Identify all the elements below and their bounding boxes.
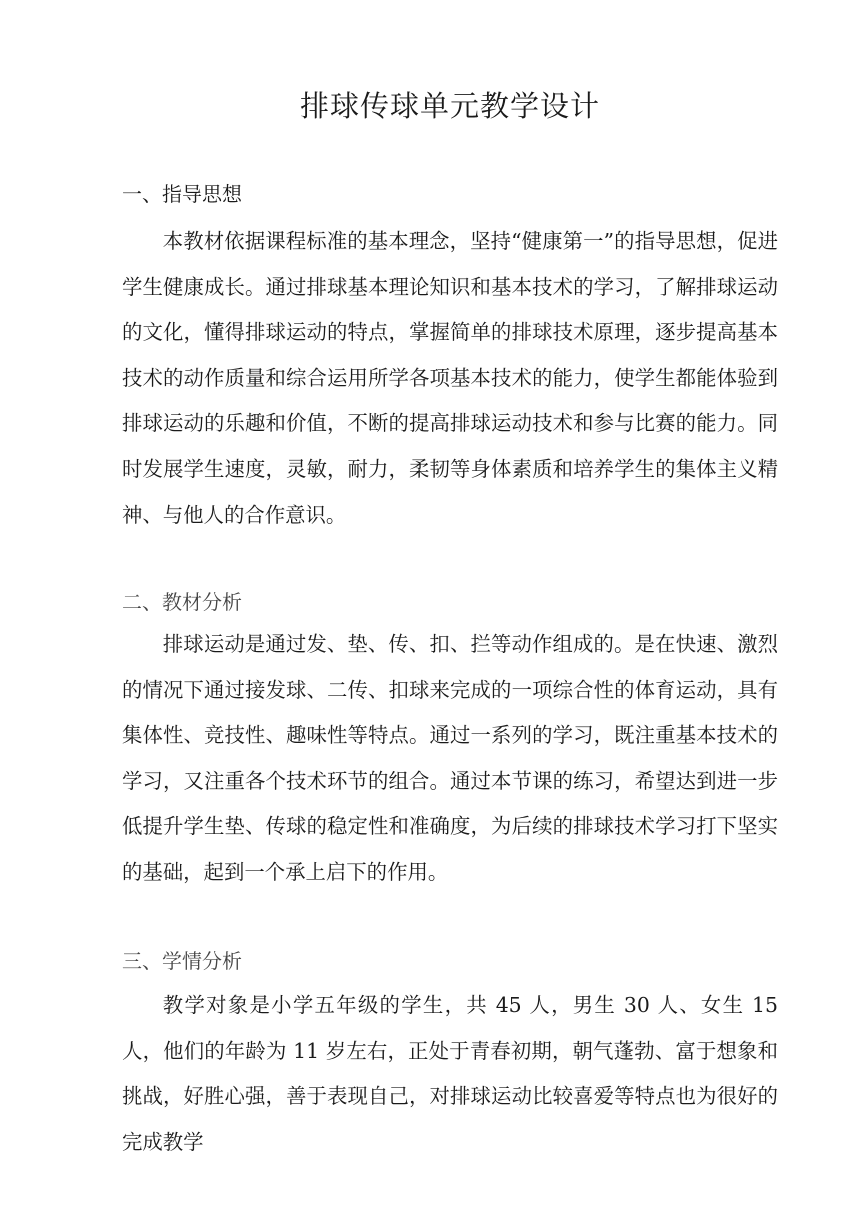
section-body-guiding-ideology: 本教材依据课程标准的基本理念，坚持“健康第一”的指导思想，促进学生健康成长。通过排球基本理论知识和基本技术的学习，了解排球运动的文化，懂得排球运动的特点，掌握简单的排球技术原理，逐步提高基本技术的动作质量和综合运用所学各项基本技术的能力，使学生都能体验到排球运动的乐趣和价值，不断的提高排球运动技术和参与比赛的能力。同时发展学生速度，灵敏，耐力，柔韧等身体素质和培养学生的集体主义精神、与他人的合作意识。 — [122, 229, 778, 527]
section-body-material-analysis: 排球运动是通过发、垫、传、扣、拦等动作组成的。是在快速、激烈的情况下通过接发球、二传、扣球来完成的一项综合性的体育运动，具有集体性、竞技性、趣味性等特点。通过一系列的学习，既注重基本技术的学习，又注重各个技术环节的组合。通过本节课的练习，希望达到进一步低提升学生垫、传球的稳定性和准确度，为后续的排球技术学习打下坚实的基础，起到一个承上启下的作用。 — [122, 632, 778, 884]
section-body-learner-analysis: 教学对象是小学五年级的学生，共 45 人，男生 30 人、女生 15 人，他们的年龄为 11 岁左右，正处于青春初期，朝气蓬勃、富于想象和挑战，好胜心强，善于表现自己，对排球运动比较喜爱等特点也为很好的完成教学 — [122, 993, 778, 1154]
section-heading-guiding-ideology: 一、指导思想 — [122, 182, 242, 206]
document-title: 排球传球单元教学设计 — [299, 89, 600, 123]
section-heading-learner-analysis: 三、学情分析 — [122, 949, 242, 973]
section-heading-material-analysis: 二、教材分析 — [122, 590, 242, 614]
